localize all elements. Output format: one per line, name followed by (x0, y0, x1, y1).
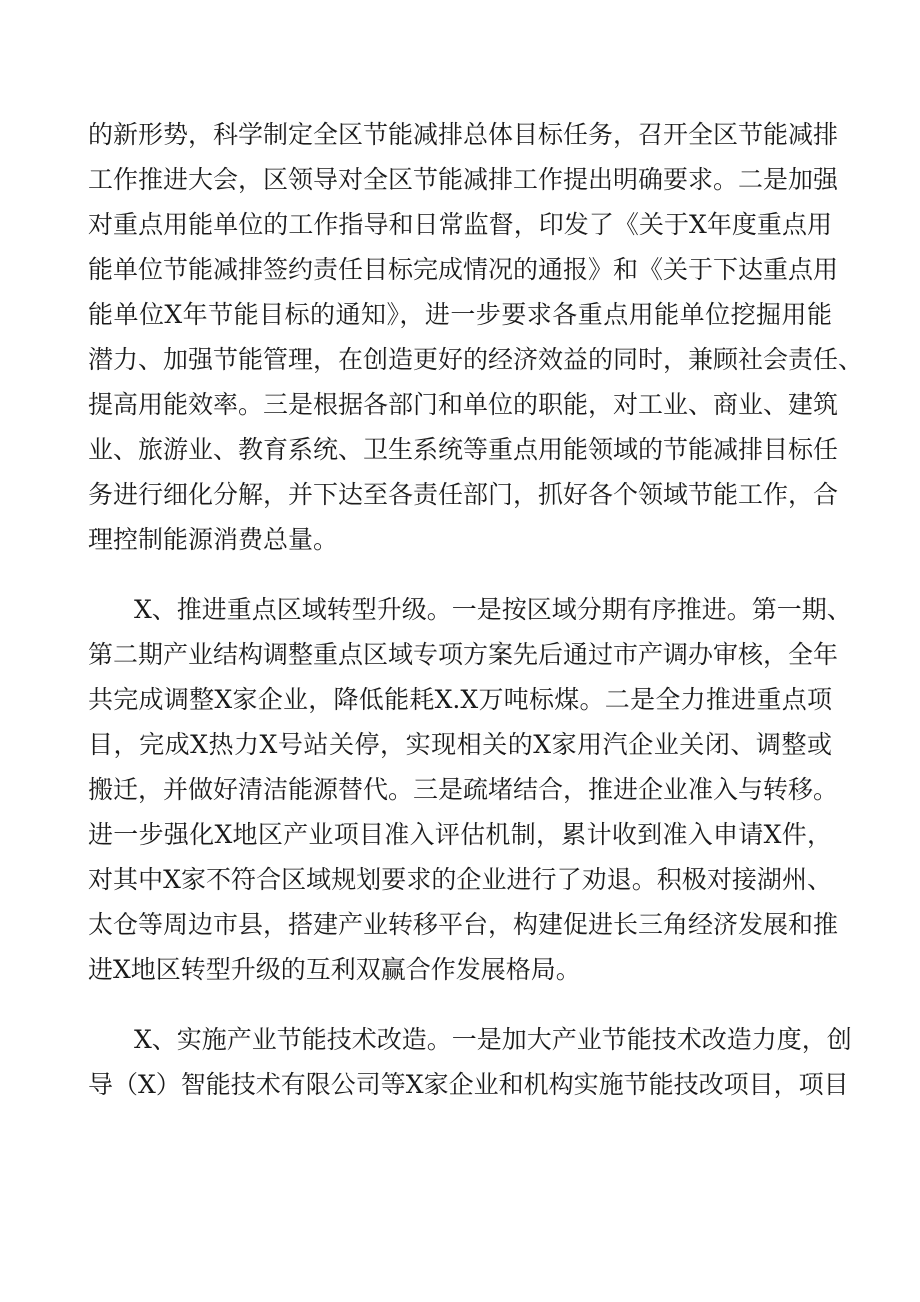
text-line: 业、旅游业、教育系统、卫生系统等重点用能领域的节能减排目标任 (88, 435, 839, 464)
text-line: 对重点用能单位的工作指导和日常监督，印发了《关于X年度重点用 (88, 210, 832, 239)
text-line: 提高用能效率。三是根据各部门和单位的职能，对工业、商业、建筑 (88, 390, 839, 419)
text-line: 搬迁，并做好清洁能源替代。三是疏堵结合，推进企业准入与转移。 (88, 775, 839, 804)
text-line: 进一步强化X地区产业项目准入评估机制，累计收到准入申请X件， (88, 820, 832, 849)
text-line: 导（X）智能技术有限公司等X家企业和机构实施节能技改项目，项目 (88, 1070, 849, 1099)
text-line: 目，完成X热力X号站关停，实现相关的X家用汽企业关闭、调整或 (88, 730, 832, 759)
text-line: 能单位X年节能目标的通知》，进一步要求各重点用能单位挖掘用能 (88, 300, 832, 329)
text-line: 工作推进大会，区领导对全区节能减排工作提出明确要求。二是加强 (88, 165, 839, 194)
text-line: 潜力、加强节能管理，在创造更好的经济效益的同时，兼顾社会责任、 (88, 345, 864, 374)
text-line: 进X地区转型升级的互利双赢合作发展格局。 (88, 955, 581, 984)
text-line: 第二期产业结构调整重点区域专项方案先后通过市产调办审核，全年 (88, 640, 839, 669)
text-line: 理控制能源消费总量。 (88, 525, 339, 554)
text-line: 能单位节能减排签约责任目标完成情况的通报》和《关于下达重点用 (88, 255, 839, 284)
text-line: 对其中X家不符合区域规划要求的企业进行了劝退。积极对接湖州、 (88, 865, 832, 894)
text-line: 共完成调整X家企业，降低能耗X.X万吨标煤。二是全力推进重点项 (88, 685, 832, 714)
text-line: 太仓等周边市县，搭建产业转移平台，构建促进长三角经济发展和推 (88, 910, 839, 939)
text-line: 的新形势，科学制定全区节能减排总体目标任务，召开全区节能减排 (88, 120, 839, 149)
text-line: X、推进重点区域转型升级。一是按区域分期有序推进。第一期、 (134, 595, 852, 624)
text-line: 务进行细化分解，并下达至各责任部门，抓好各个领域节能工作，合 (88, 480, 839, 509)
text-line: X、实施产业节能技术改造。一是加大产业节能技术改造力度，创 (134, 1025, 852, 1054)
